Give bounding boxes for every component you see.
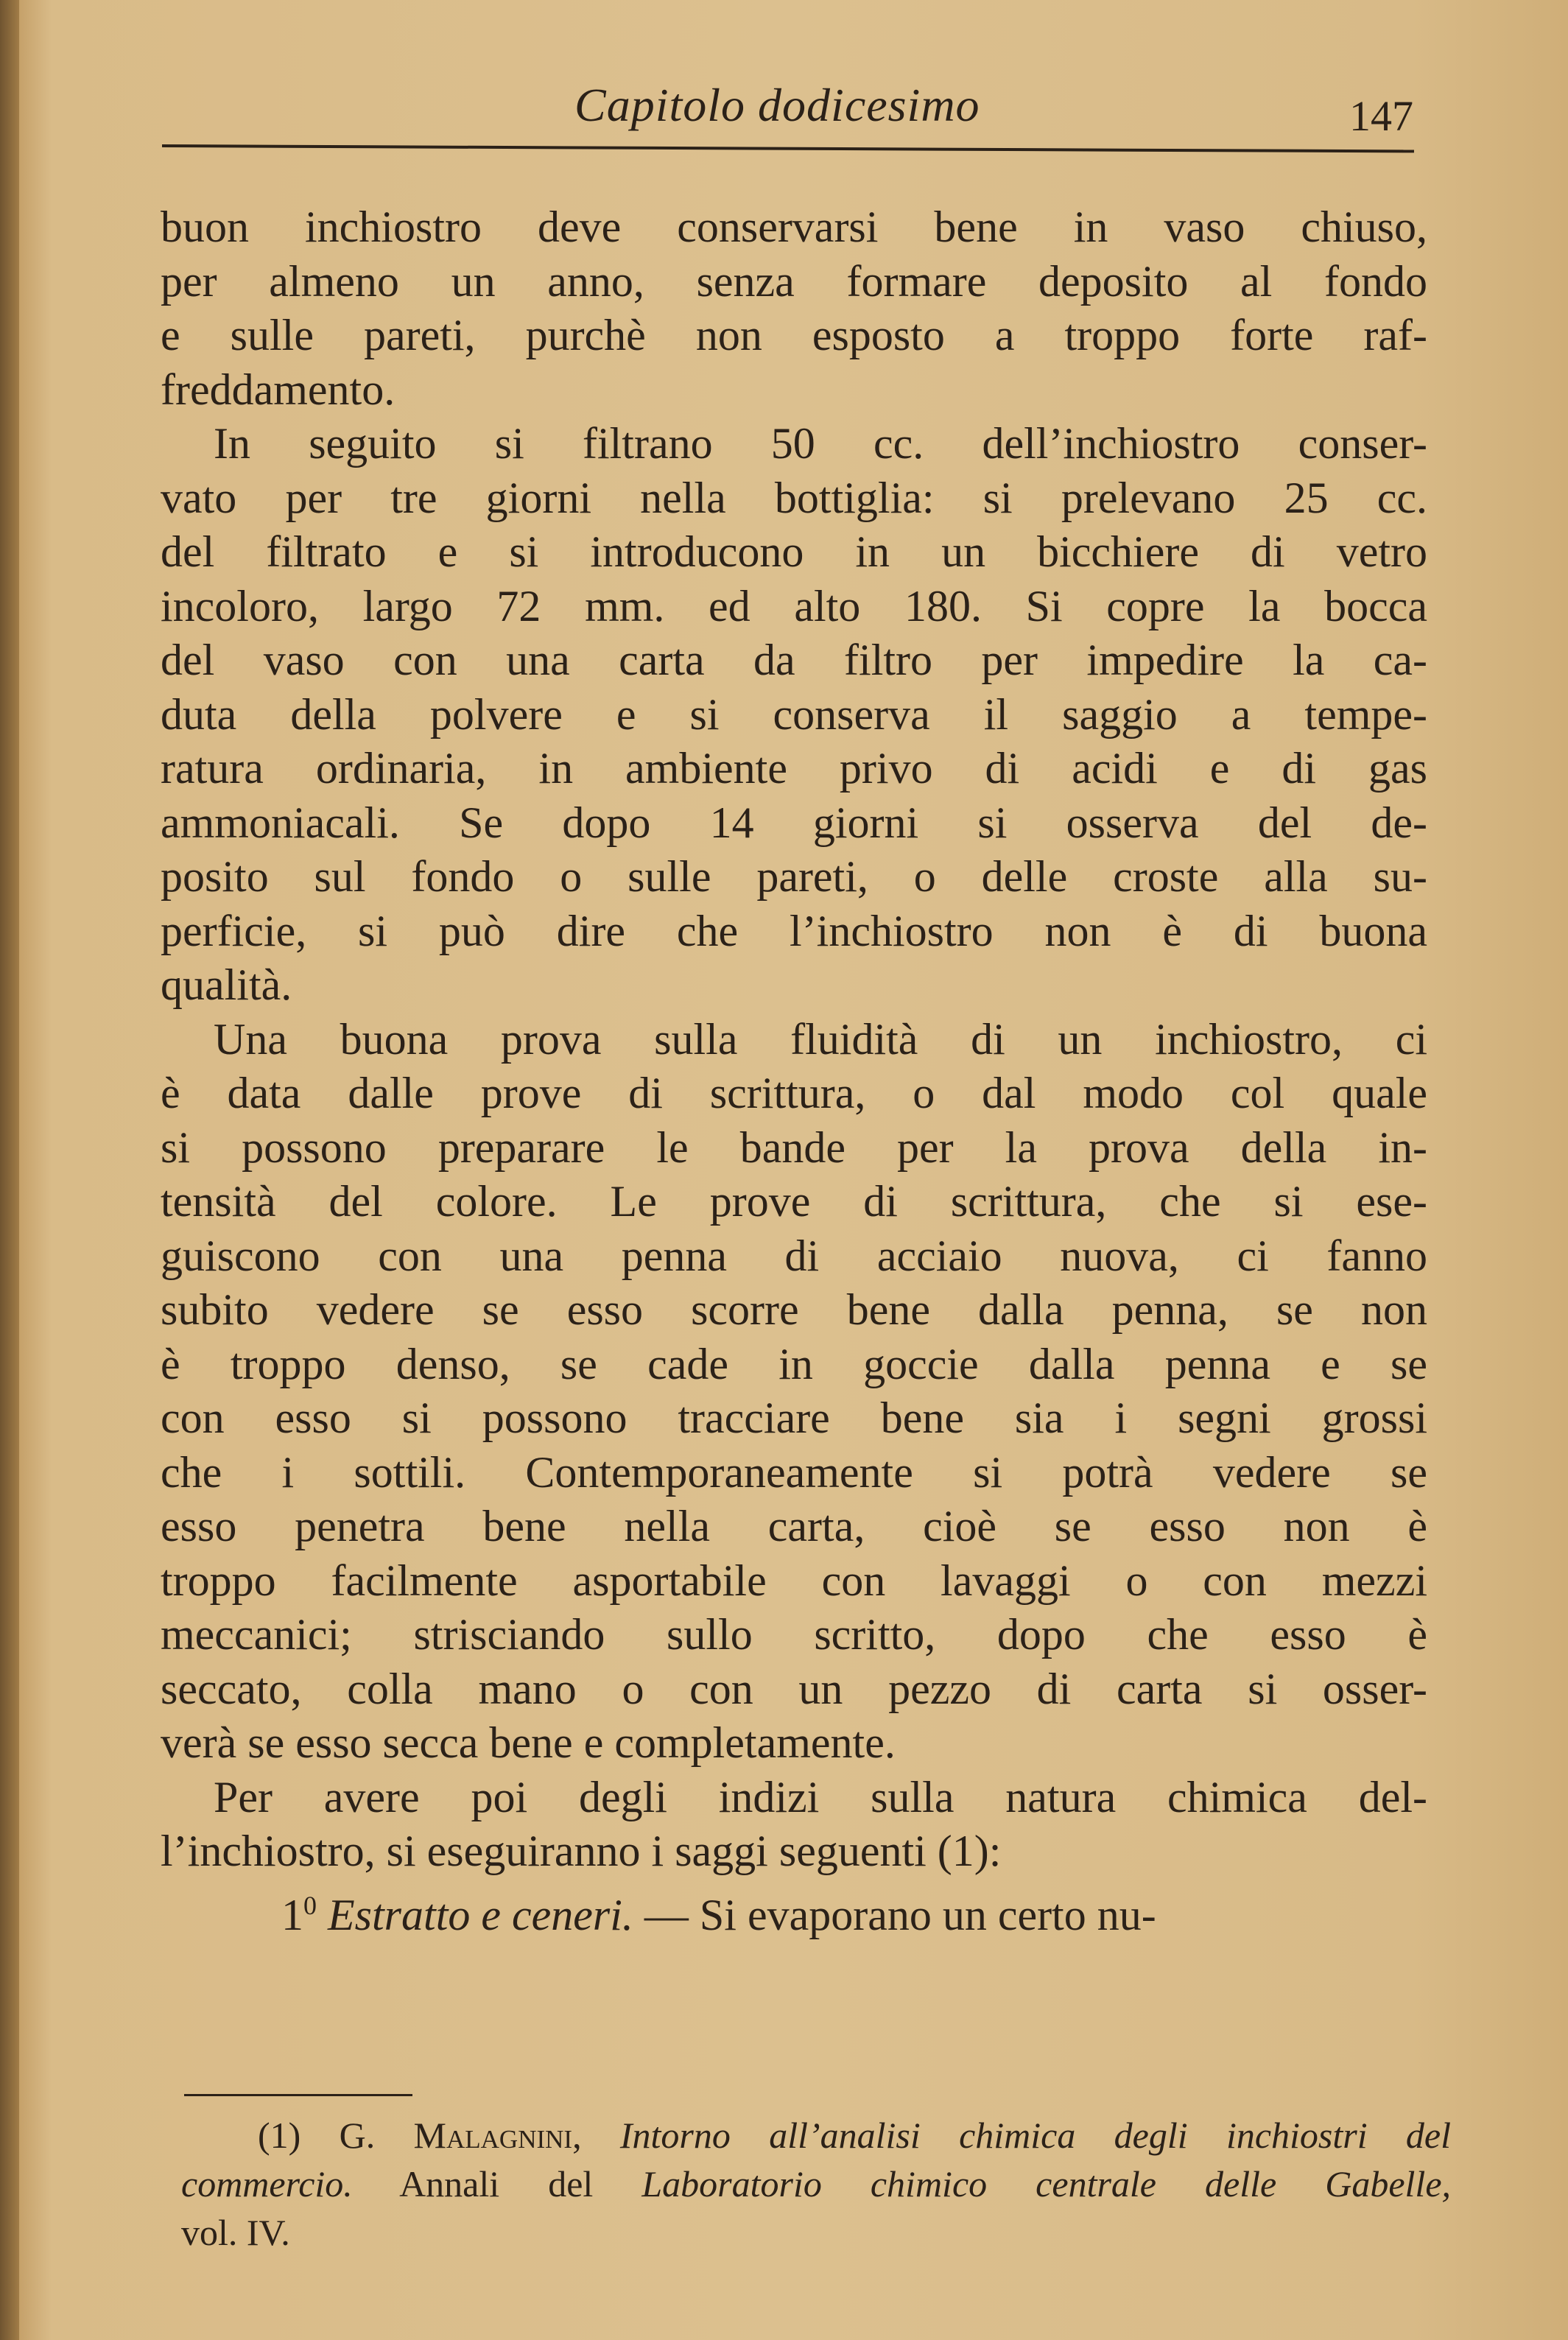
text-line: vato per tre giorni nella bottiglia: si prelevano 25 cc. xyxy=(161,473,1427,522)
footnote-title-cont: commercio. xyxy=(181,2163,353,2204)
section-text: — Si evaporano un certo nu- xyxy=(633,1890,1156,1939)
footnote-line xyxy=(181,2111,1451,2160)
text-line: troppo facilmente asportabile con lavaggi o con mezzi xyxy=(161,1556,1427,1605)
section-heading xyxy=(161,1879,1427,1939)
footnote-source: Laboratorio chimico centrale delle Gabelle, xyxy=(641,2163,1452,2204)
footnote-author: G. Malagnini, xyxy=(339,2115,582,2156)
footnote-marker: (1) xyxy=(258,2115,301,2156)
text-line: si possono preparare le bande per la prova della in- xyxy=(161,1122,1427,1172)
text-line: ammoniacali. Se dopo 14 giorni si osserva del de- xyxy=(161,798,1427,847)
text-line: verà se esso secca bene e completamente. xyxy=(161,1718,896,1767)
section-number: $1^0$ xyxy=(281,1890,317,1939)
footnote-source-pre: Annali del xyxy=(399,2163,594,2204)
page-gutter xyxy=(0,0,19,2340)
text-line: buon inchiostro deve conservarsi bene in vaso chiuso, xyxy=(161,203,1427,251)
footnote-line xyxy=(181,2208,1451,2257)
text-line: esso penetra bene nella carta, cioè se esso non è xyxy=(161,1502,1427,1550)
text-line: è data dalle prove di scrittura, o dal modo col quale xyxy=(161,1069,1427,1117)
text-line: che i sottili. Contemporaneamente si potrà vedere se xyxy=(161,1447,1427,1497)
text-line: guiscono con una penna di acciaio nuova, ci fanno xyxy=(161,1231,1427,1280)
footnote-volume: vol. IV. xyxy=(181,2212,290,2253)
text-line: subito vedere se esso scorre bene dalla penna, se non xyxy=(161,1285,1427,1334)
footnote-title: Intorno all’analisi chimica degli inchiostri del xyxy=(619,2115,1452,2156)
text-line: meccanici; strisciando sullo scritto, dopo che esso è xyxy=(161,1610,1427,1659)
text-line: Per avere poi degli indizi sulla natura chimica del- xyxy=(214,1772,1427,1821)
text-line: Una buona prova sulla fluidità di un inchiostro, ci xyxy=(214,1014,1427,1064)
body-text xyxy=(161,200,1427,1939)
text-line: è troppo denso, se cade in goccie dalla penna e se xyxy=(161,1339,1427,1388)
footnote-line xyxy=(181,2160,1451,2208)
text-line: ratura ordinaria, in ambiente privo di acidi e di gas xyxy=(161,744,1427,793)
text-line: del vaso con una carta da filtro per impedire la ca- xyxy=(161,636,1427,684)
text-line: duta della polvere e si conserva il saggio a tempe- xyxy=(161,689,1427,739)
text-line: tensità del colore. Le prove di scrittura, che si ese- xyxy=(161,1177,1427,1226)
footnote xyxy=(181,2111,1451,2257)
text-line: freddamento. xyxy=(161,365,395,414)
page-header xyxy=(162,74,1414,147)
text-line: incoloro, largo 72 mm. ed alto 180. Si copre la bocca xyxy=(161,581,1427,630)
text-line: perficie, si può dire che l’inchiostro non è di buona xyxy=(161,906,1427,955)
text-line: del filtrato e si introducono in un bicchiere di vetro xyxy=(161,527,1427,576)
text-line: seccato, colla mano o con un pezzo di carta si osser- xyxy=(161,1664,1427,1713)
text-line: l’inchiostro, si eseguiranno i saggi seguenti (1): xyxy=(161,1827,1002,1875)
text-line: per almeno un anno, senza formare deposito al fondo xyxy=(161,256,1427,306)
page-number: 147 xyxy=(1349,92,1413,140)
running-title: Capitolo dodicesimo xyxy=(574,79,980,131)
text-line: In seguito si filtrano 50 cc. dell’inchiostro conser- xyxy=(214,419,1427,468)
text-line: e sulle pareti, purchè non esposto a troppo forte raf- xyxy=(161,311,1427,359)
text-line: posito sul fondo o sulle pareti, o delle croste alla su- xyxy=(161,852,1427,901)
section-title: Estratto e ceneri. xyxy=(328,1890,633,1939)
text-line: con esso si possono tracciare bene sia i segni grossi xyxy=(161,1394,1427,1442)
text-line: qualità. xyxy=(161,960,292,1009)
footnote-rule xyxy=(184,2094,412,2096)
